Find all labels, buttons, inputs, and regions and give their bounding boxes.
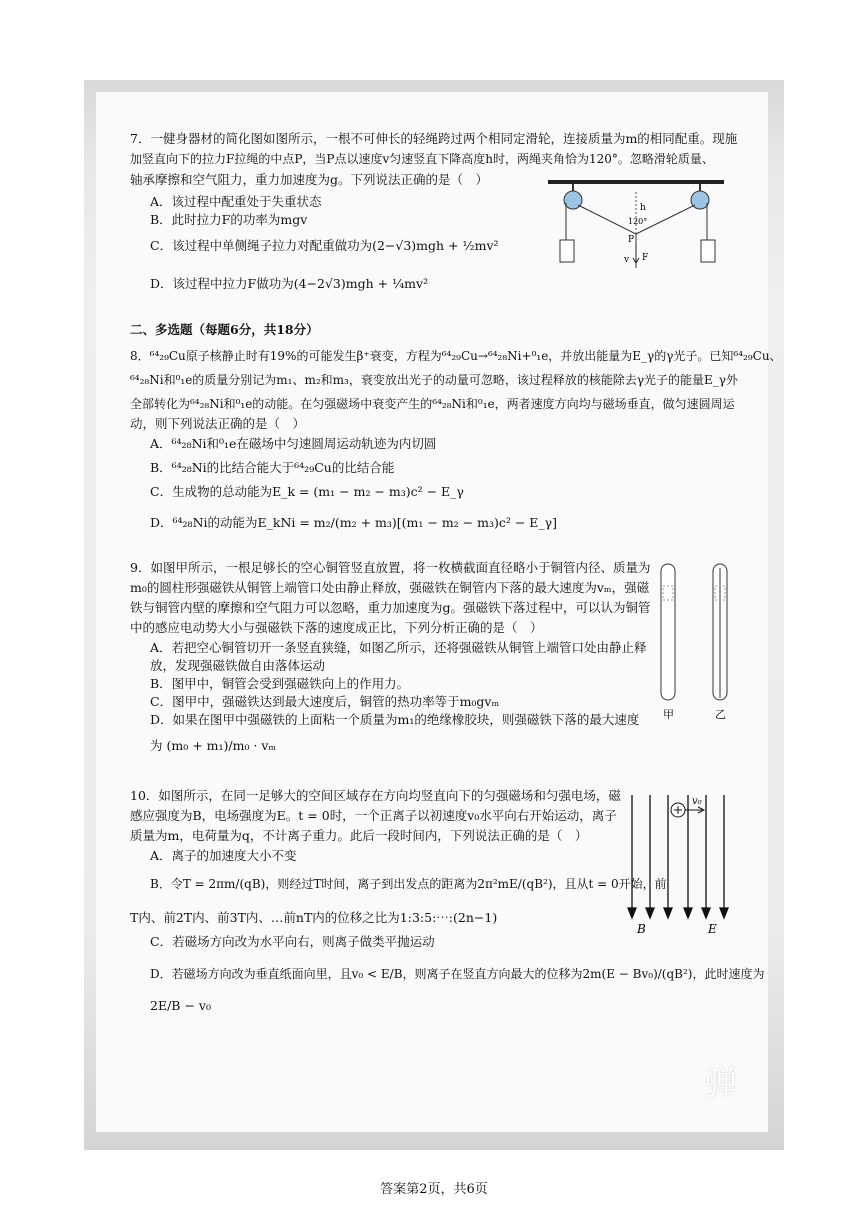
q8-option-b: B．⁶⁴₂₈Ni的比结合能大于⁶⁴₂₉Cu的比结合能 (150, 460, 395, 475)
q7-option-d: D．该过程中拉力F做功为(4−2√3)mgh + ¼mv² (150, 276, 429, 291)
q7-option-a: A．该过程中配重处于失重状态 (150, 194, 322, 209)
label-B: B (637, 922, 646, 936)
q8-option-c: C．生成物的总动能为E_k = (m₁ − m₂ − m₃)c² − E_γ (150, 484, 464, 499)
q7-stem-line3: 轴承摩擦和空气阻力，重力加速度为g。下列说法正确的是（ ） (130, 172, 489, 187)
q10-stem-line1: 10．如图所示，在同一足够大的空间区域存在方向均竖直向下的匀强磁场和匀强电场，磁 (130, 788, 621, 803)
q9-option-b: B．图甲中，铜管会受到强磁铁向上的作用力。 (150, 676, 410, 691)
q9-option-d-line2: 为 (m₀ + m₁)/m₀ · vₘ (150, 738, 277, 753)
left-weight (560, 240, 574, 262)
q8-stem-line2: ⁶⁴₂₈Ni和⁰₁e的质量分别记为m₁、m₂和m₃，衰变放出光子的动量可忽略，该过程释放的核能除去γ光子的能量E_γ外 (130, 373, 738, 387)
fig-p-label: P (628, 235, 635, 245)
tube-jia (661, 564, 675, 700)
q7-stem-line2: 加竖直向下的拉力F拉绳的中点P，当P点以速度v匀速竖直下降高度h时，两绳夹角恰为120°。忽略滑轮质量、 (130, 152, 714, 166)
q9-stem-line4: 中的感应电动势大小与强磁铁下落的速度成正比，下列分析正确的是（ ） (130, 620, 543, 635)
q7-stem-line1: 7．一健身器材的简化图如图所示，一根不可伸长的轻绳跨过两个相同定滑轮，连接质量为m的相同配重。现施 (130, 131, 738, 146)
q7-option-c: C．该过程中单侧绳子拉力对配重做功为(2−√3)mgh + ½mv² (150, 238, 499, 253)
q10-option-a: A．离子的加速度大小不变 (150, 848, 297, 863)
left-pulley-icon (564, 191, 582, 209)
q10-option-b-line2: T内、前2T内、前3T内、…前nT内的位移之比为1:3:5:⋯:(2n−1) (130, 910, 498, 925)
q9-stem-line2: m₀的圆柱形强磁铁从铜管上端管口处由静止释放，强磁铁在铜管内下落的最大速度为vₘ，强磁 (130, 580, 650, 595)
q10-stem-line3: 质量为m，电荷量为q，不计离子重力。此后一段时间内，下列说法正确的是（ ） (130, 828, 588, 843)
q10-option-c: C．若磁场方向改为水平向右，则离子做类平抛运动 (150, 934, 435, 949)
q10-option-d-line2: 2E/B − v₀ (150, 998, 211, 1013)
right-pulley-icon (691, 191, 709, 209)
q8-stem-line3: 全部转化为⁶⁴₂₈Ni和⁰₁e的动能。在匀强磁场中衰变产生的⁶⁴₂₈Ni和⁰₁e，两者速度方向均与磁场垂直，做匀速圆周运 (130, 397, 735, 411)
watermark-logo: 弹 (704, 1064, 738, 1104)
right-weight (701, 240, 715, 262)
q9-option-a-line2: 放，发现强磁铁做自由落体运动 (150, 658, 326, 673)
fig-h-label: h (640, 203, 646, 213)
label-yi: 乙 (715, 708, 726, 720)
section-heading: 二、多选题（每题6分，共18分） (130, 322, 319, 337)
q9-stem-line1: 9．如图甲所示，一根足够长的空心铜管竖直放置，将一枚横截面直径略小于铜管内径、质量为 (130, 560, 651, 575)
q8-option-a: A．⁶⁴₂₈Ni和⁰₁e在磁场中匀速圆周运动轨迹为内切圆 (150, 436, 437, 451)
q9-copper-tube-figure (655, 560, 735, 720)
q9-option-c: C．图甲中，强磁铁达到最大速度后，铜管的热功率等于m₀gvₘ (150, 694, 500, 709)
q8-stem-line4: 动，则下列说法正确的是（ ） (130, 416, 306, 431)
fig-v-label: v (624, 255, 630, 265)
q9-option-a-line1: A．若把空心铜管切开一条竖直狭缝，如图乙所示，还将强磁铁从铜管上端管口处由静止释 (150, 640, 647, 655)
q7-option-b: B．此时拉力F的功率为mgv (150, 212, 308, 227)
q10-stem-line2: 感应强度为B，电场强度为E。t = 0时，一个正离子以初速度v₀水平向右开始运动，离子 (130, 808, 617, 823)
label-jia: 甲 (663, 708, 674, 720)
fig-angle-label: 120° (628, 217, 648, 226)
page-footer: 答案第2页，共6页 (380, 1182, 488, 1197)
q8-stem-line1: 8．⁶⁴₂₉Cu原子核静止时有19%的可能发生β⁺衰变，方程为⁶⁴₂₉Cu→⁶⁴₂₈Ni+⁰₁e，并放出能量为E_γ的γ光子。已知⁶⁴₂₉Cu、 (130, 349, 782, 363)
q7-pulley-figure (548, 178, 728, 278)
q9-stem-line3: 铁与铜管内壁的摩擦和空气阻力可以忽略，重力加速度为g。强磁铁下落过程中，可以认为铜管 (130, 600, 651, 615)
q8-option-d: D．⁶⁴₂₈Ni的动能为E_kNi = m₂/(m₂ + m₃)[(m₁ − m₂ − m₃)c² − E_γ] (150, 515, 558, 530)
label-v0: v₀ (692, 796, 702, 807)
q10-field-figure (620, 790, 740, 940)
q10-option-b-line1: B．令T = 2πm/(qB)，则经过T时间，离子到出发点的距离为2π²mE/(qB²)，且从t = 0开始，前 (150, 877, 667, 891)
q9-option-d-line1: D．如果在图甲中强磁铁的上面粘一个质量为m₁的绝缘橡胶块，则强磁铁下落的最大速度 (150, 712, 640, 727)
fig-f-label: F (642, 253, 649, 263)
label-E: E (708, 922, 717, 936)
ceiling-bar (548, 180, 724, 184)
q10-option-d-line1: D．若磁场方向改为垂直纸面向里，且v₀ < E/B，则离子在竖直方向最大的位移为2m(E − Bv₀)/(qB²)，此时速度为 (150, 967, 765, 981)
